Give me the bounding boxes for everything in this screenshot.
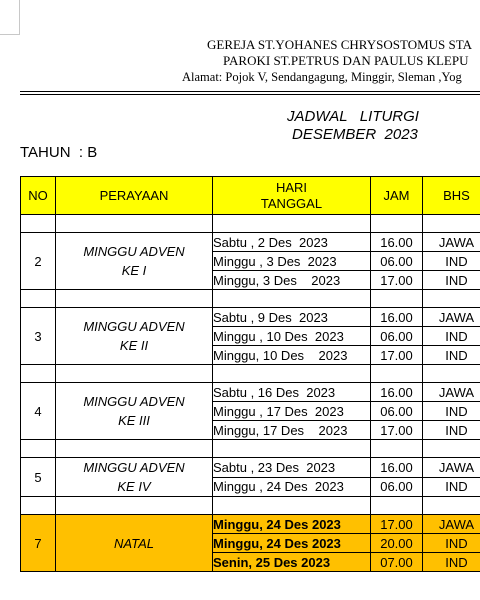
spacer-row — [21, 215, 480, 233]
spacer-row — [21, 440, 480, 458]
language-cell: IND — [423, 553, 480, 572]
header-tanggal-line2: TANGGAL — [260, 196, 323, 211]
celebration-line1: MINGGU ADVEN — [83, 244, 185, 259]
table-header-row — [21, 177, 480, 215]
language-cell: JAWA — [423, 308, 480, 327]
spacer-cell — [21, 290, 56, 308]
language-cell: IND — [423, 271, 480, 290]
language-cell: JAWA — [423, 383, 480, 402]
date-cell: Senin, 25 Des 2023 — [213, 553, 371, 572]
date-cell: Minggu, 17 Des 2023 — [213, 421, 371, 440]
date-cell: Minggu, 24 Des 2023 — [213, 515, 371, 534]
row-number: 5 — [21, 458, 56, 497]
header-no: NO — [21, 177, 56, 215]
time-cell: 17.00 — [371, 515, 423, 534]
time-cell: 06.00 — [371, 327, 423, 346]
spacer-cell — [213, 497, 371, 515]
row-number: 3 — [21, 308, 56, 365]
language-cell: JAWA — [423, 458, 480, 478]
date-cell: Minggu , 17 Des 2023 — [213, 402, 371, 421]
spacer-cell — [371, 215, 423, 233]
page-corner-marker — [0, 0, 20, 35]
celebration-name — [56, 515, 213, 572]
celebration-line1: NATAL — [114, 535, 154, 551]
celebration-line1: MINGGU ADVEN — [83, 319, 185, 334]
spacer-cell — [213, 440, 371, 458]
parish-name: PAROKI ST.PETRUS DAN PAULUS KLEPU — [223, 53, 469, 68]
table-body — [21, 215, 480, 572]
celebration-name — [56, 458, 213, 497]
table-row — [21, 233, 480, 252]
language-cell: IND — [423, 534, 480, 553]
schedule-title: JADWAL LITURGI — [287, 108, 419, 125]
celebration-line2: KE I — [121, 263, 147, 278]
spacer-cell — [21, 440, 56, 458]
spacer-cell — [423, 290, 480, 308]
spacer-cell — [21, 497, 56, 515]
date-cell: Sabtu , 16 Des 2023 — [213, 383, 371, 402]
letterhead-rule — [20, 91, 480, 95]
liturgical-year: TAHUN : B — [20, 144, 98, 161]
spacer-cell — [423, 497, 480, 515]
header-tanggal-line1: HARI — [275, 180, 308, 195]
time-cell: 17.00 — [371, 271, 423, 290]
table-row — [21, 458, 480, 478]
row-number: 2 — [21, 233, 56, 290]
spacer-cell — [56, 365, 213, 383]
date-cell: Sabtu , 23 Des 2023 — [213, 458, 371, 478]
language-cell: JAWA — [423, 515, 480, 534]
language-cell: IND — [423, 477, 480, 497]
time-cell: 06.00 — [371, 402, 423, 421]
spacer-row — [21, 365, 480, 383]
time-cell: 17.00 — [371, 421, 423, 440]
row-number: 4 — [21, 383, 56, 440]
time-cell: 20.00 — [371, 534, 423, 553]
spacer-cell — [56, 215, 213, 233]
parish-address: Alamat: Pojok V, Sendangagung, Minggir, Sleman ,Yog — [182, 70, 462, 84]
spacer-cell — [371, 497, 423, 515]
celebration-name — [56, 233, 213, 290]
date-cell: Sabtu , 2 Des 2023 — [213, 233, 371, 252]
spacer-row — [21, 497, 480, 515]
spacer-cell — [423, 440, 480, 458]
header-jam: JAM — [371, 177, 423, 215]
schedule-month: DESEMBER 2023 — [292, 126, 418, 143]
time-cell: 17.00 — [371, 346, 423, 365]
language-cell: IND — [423, 252, 480, 271]
row-number: 7 — [21, 515, 56, 572]
spacer-cell — [371, 440, 423, 458]
language-cell: IND — [423, 327, 480, 346]
spacer-cell — [213, 365, 371, 383]
celebration-name — [56, 308, 213, 365]
spacer-cell — [56, 440, 213, 458]
spacer-cell — [21, 365, 56, 383]
spacer-cell — [56, 290, 213, 308]
date-cell: Minggu, 24 Des 2023 — [213, 534, 371, 553]
spacer-row — [21, 290, 480, 308]
celebration-line1: MINGGU ADVEN — [83, 394, 185, 409]
celebration-line2: KE II — [119, 338, 149, 353]
table-row — [21, 383, 480, 402]
time-cell: 06.00 — [371, 477, 423, 497]
date-cell: Minggu , 10 Des 2023 — [213, 327, 371, 346]
header-perayaan: PERAYAAN — [56, 177, 213, 215]
date-cell: Sabtu , 9 Des 2023 — [213, 308, 371, 327]
spacer-cell — [371, 365, 423, 383]
language-cell: IND — [423, 346, 480, 365]
church-name: GEREJA ST.YOHANES CHRYSOSTOMUS STA — [207, 37, 473, 52]
time-cell: 16.00 — [371, 458, 423, 478]
language-cell: IND — [423, 402, 480, 421]
spacer-cell — [423, 215, 480, 233]
time-cell: 07.00 — [371, 553, 423, 572]
time-cell: 06.00 — [371, 252, 423, 271]
spacer-cell — [21, 215, 56, 233]
date-cell: Minggu, 3 Des 2023 — [213, 271, 371, 290]
liturgy-schedule-table — [20, 176, 480, 572]
table-row — [21, 308, 480, 327]
time-cell: 16.00 — [371, 383, 423, 402]
time-cell: 16.00 — [371, 233, 423, 252]
date-cell: Minggu , 3 Des 2023 — [213, 252, 371, 271]
language-cell: IND — [423, 421, 480, 440]
header-bhs: BHS — [423, 177, 480, 215]
spacer-cell — [423, 365, 480, 383]
spacer-cell — [213, 290, 371, 308]
spacer-cell — [56, 497, 213, 515]
celebration-line2: KE III — [118, 413, 150, 428]
language-cell: JAWA — [423, 233, 480, 252]
spacer-cell — [213, 215, 371, 233]
time-cell: 16.00 — [371, 308, 423, 327]
date-cell: Minggu , 24 Des 2023 — [213, 477, 371, 497]
date-cell: Minggu, 10 Des 2023 — [213, 346, 371, 365]
celebration-line2: KE IV — [117, 479, 151, 494]
table-row — [21, 515, 480, 534]
celebration-line1: MINGGU ADVEN — [83, 460, 185, 475]
header-tanggal — [213, 177, 371, 215]
celebration-name — [56, 383, 213, 440]
spacer-cell — [371, 290, 423, 308]
